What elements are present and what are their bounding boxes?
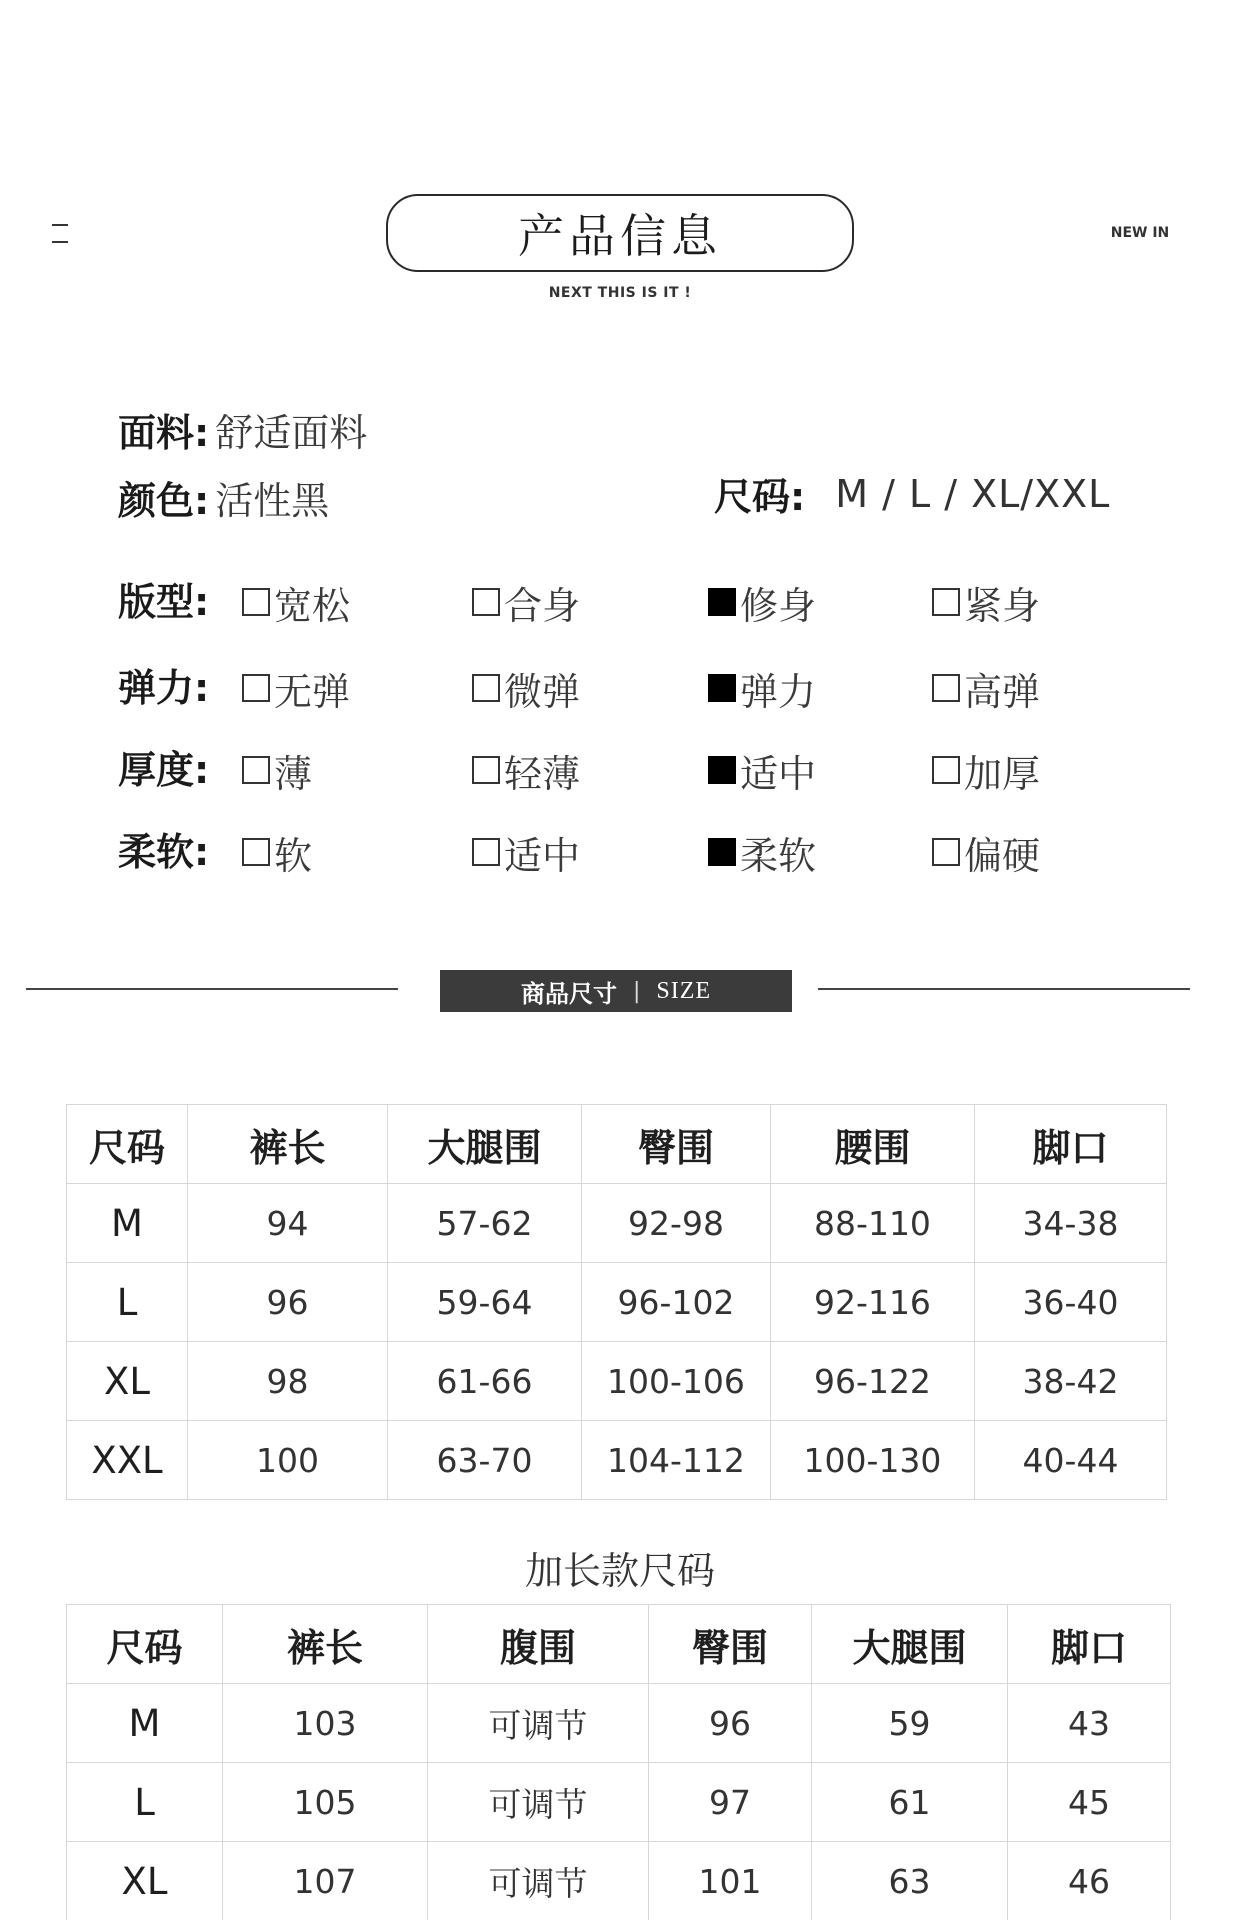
color-line <box>118 470 329 525</box>
title-pill <box>386 194 854 272</box>
menu-icon <box>52 224 68 244</box>
column-header: 尺码 <box>67 1105 188 1184</box>
table-cell: 94 <box>188 1184 388 1263</box>
size-cell: M <box>67 1184 188 1263</box>
size-cell: L <box>67 1263 188 1342</box>
column-header: 臀围 <box>582 1105 771 1184</box>
unchecked-box-icon <box>932 756 960 784</box>
column-header: 裤长 <box>188 1105 388 1184</box>
size-cell: XL <box>67 1342 188 1421</box>
size-cell: XL <box>67 1842 223 1920</box>
unchecked-box-icon <box>242 674 270 702</box>
table-row <box>67 1421 1167 1500</box>
attribute-option <box>242 824 312 880</box>
table-cell: 92-116 <box>771 1263 975 1342</box>
table-cell: 59-64 <box>388 1263 582 1342</box>
size-cell: XXL <box>67 1421 188 1500</box>
unchecked-box-icon <box>932 588 960 616</box>
attribute-row <box>118 824 1128 880</box>
size-line <box>714 466 1110 521</box>
attribute-option <box>242 574 350 630</box>
attribute-option <box>242 742 312 798</box>
table-cell: 88-110 <box>771 1184 975 1263</box>
table-cell: 可调节 <box>428 1842 649 1920</box>
table-cell: 92-98 <box>582 1184 771 1263</box>
table-row <box>67 1342 1167 1421</box>
attribute-label: 版型: <box>118 580 210 624</box>
checked-box-icon <box>708 674 736 702</box>
attribute-option <box>472 824 580 880</box>
table-cell: 96 <box>649 1684 812 1763</box>
unchecked-box-icon <box>932 838 960 866</box>
table-cell: 103 <box>223 1684 428 1763</box>
size-value: M / L / XL/XXL <box>835 471 1111 516</box>
attribute-label: 柔软: <box>118 830 210 874</box>
size-table <box>66 1104 1167 1500</box>
attribute-row <box>118 574 1128 630</box>
divider-right <box>818 988 1190 990</box>
section-title-cn: 商品尺寸 <box>520 979 617 1008</box>
attribute-option-label: 柔软 <box>740 833 817 878</box>
attribute-option <box>932 660 1040 716</box>
attribute-option <box>472 742 580 798</box>
page-title: 产品信息 <box>518 209 722 263</box>
table-cell: 46 <box>1008 1842 1171 1920</box>
table-cell: 43 <box>1008 1684 1171 1763</box>
column-header: 大腿围 <box>812 1605 1008 1684</box>
column-header: 尺码 <box>67 1605 223 1684</box>
size-cell: L <box>67 1763 223 1842</box>
attribute-option-label: 偏硬 <box>964 833 1041 878</box>
table-cell: 63 <box>812 1842 1008 1920</box>
attribute-option <box>708 660 816 716</box>
attribute-option <box>932 574 1040 630</box>
long-size-table <box>66 1604 1171 1920</box>
fabric-label: 面料: <box>118 411 210 455</box>
column-header: 腹围 <box>428 1605 649 1684</box>
attribute-option-label: 无弹 <box>274 669 351 714</box>
unchecked-box-icon <box>242 588 270 616</box>
checked-box-icon <box>708 588 736 616</box>
size-cell: M <box>67 1684 223 1763</box>
unchecked-box-icon <box>472 674 500 702</box>
fabric-line <box>118 402 367 457</box>
table-cell: 34-38 <box>975 1184 1167 1263</box>
new-in-tag: NEW IN <box>1110 225 1170 241</box>
attribute-option <box>472 660 580 716</box>
attribute-option <box>708 574 816 630</box>
table-cell: 96 <box>188 1263 388 1342</box>
table-cell: 104-112 <box>582 1421 771 1500</box>
table-cell: 96-102 <box>582 1263 771 1342</box>
color-value: 活性黑 <box>215 479 330 523</box>
table-cell: 100 <box>188 1421 388 1500</box>
table-cell: 59 <box>812 1684 1008 1763</box>
attribute-row <box>118 660 1128 716</box>
attribute-option-label: 软 <box>274 833 313 878</box>
attribute-option-label: 轻薄 <box>504 751 581 796</box>
attribute-option-label: 微弹 <box>504 669 581 714</box>
size-label: 尺码: <box>714 475 806 519</box>
long-version-title: 加长款尺码 <box>524 1549 715 1593</box>
table-cell: 98 <box>188 1342 388 1421</box>
table-cell: 61 <box>812 1763 1008 1842</box>
table-row <box>67 1763 1171 1842</box>
unchecked-box-icon <box>242 756 270 784</box>
unchecked-box-icon <box>242 838 270 866</box>
attribute-option-label: 弹力 <box>740 669 817 714</box>
attribute-option-label: 紧身 <box>964 583 1041 628</box>
fabric-value: 舒适面料 <box>215 411 368 455</box>
page-subtitle: NEXT THIS IS IT ! <box>548 285 692 301</box>
table-cell: 100-130 <box>771 1421 975 1500</box>
attribute-option <box>708 824 816 880</box>
column-header: 腰围 <box>771 1105 975 1184</box>
unchecked-box-icon <box>472 588 500 616</box>
table-cell: 可调节 <box>428 1684 649 1763</box>
attribute-option <box>932 742 1040 798</box>
table-cell: 36-40 <box>975 1263 1167 1342</box>
attribute-option-label: 薄 <box>274 751 313 796</box>
attribute-option <box>932 824 1040 880</box>
table-cell: 101 <box>649 1842 812 1920</box>
attribute-option <box>708 742 816 798</box>
attribute-option-label: 适中 <box>504 833 581 878</box>
unchecked-box-icon <box>472 838 500 866</box>
column-header: 裤长 <box>223 1605 428 1684</box>
attribute-option-label: 适中 <box>740 751 817 796</box>
table-cell: 57-62 <box>388 1184 582 1263</box>
table-cell: 97 <box>649 1763 812 1842</box>
table-cell: 可调节 <box>428 1763 649 1842</box>
attribute-label: 厚度: <box>118 748 210 792</box>
unchecked-box-icon <box>472 756 500 784</box>
attribute-option-label: 修身 <box>740 583 817 628</box>
attribute-option-label: 高弹 <box>964 669 1041 714</box>
table-cell: 38-42 <box>975 1342 1167 1421</box>
divider-left <box>26 988 398 990</box>
table-cell: 105 <box>223 1763 428 1842</box>
table-row <box>67 1684 1171 1763</box>
table-cell: 63-70 <box>388 1421 582 1500</box>
table-cell: 96-122 <box>771 1342 975 1421</box>
column-header: 大腿围 <box>388 1105 582 1184</box>
table-cell: 61-66 <box>388 1342 582 1421</box>
table-row <box>67 1842 1171 1920</box>
attribute-option-label: 合身 <box>504 583 581 628</box>
table-cell: 40-44 <box>975 1421 1167 1500</box>
section-title-en: SIZE <box>656 977 712 1004</box>
checked-box-icon <box>708 838 736 866</box>
unchecked-box-icon <box>932 674 960 702</box>
column-header: 臀围 <box>649 1605 812 1684</box>
section-separator: | <box>632 978 641 1004</box>
attribute-option-label: 宽松 <box>274 583 351 628</box>
size-section-banner <box>440 970 792 1012</box>
attribute-label: 弹力: <box>118 666 210 710</box>
color-label: 颜色: <box>118 479 210 523</box>
table-cell: 107 <box>223 1842 428 1920</box>
attribute-row <box>118 742 1128 798</box>
table-row <box>67 1184 1167 1263</box>
column-header: 脚口 <box>975 1105 1167 1184</box>
attribute-option <box>472 574 580 630</box>
table-cell: 100-106 <box>582 1342 771 1421</box>
column-header: 脚口 <box>1008 1605 1171 1684</box>
table-cell: 45 <box>1008 1763 1171 1842</box>
attribute-option <box>242 660 350 716</box>
checked-box-icon <box>708 756 736 784</box>
table-row <box>67 1263 1167 1342</box>
attribute-option-label: 加厚 <box>964 751 1041 796</box>
